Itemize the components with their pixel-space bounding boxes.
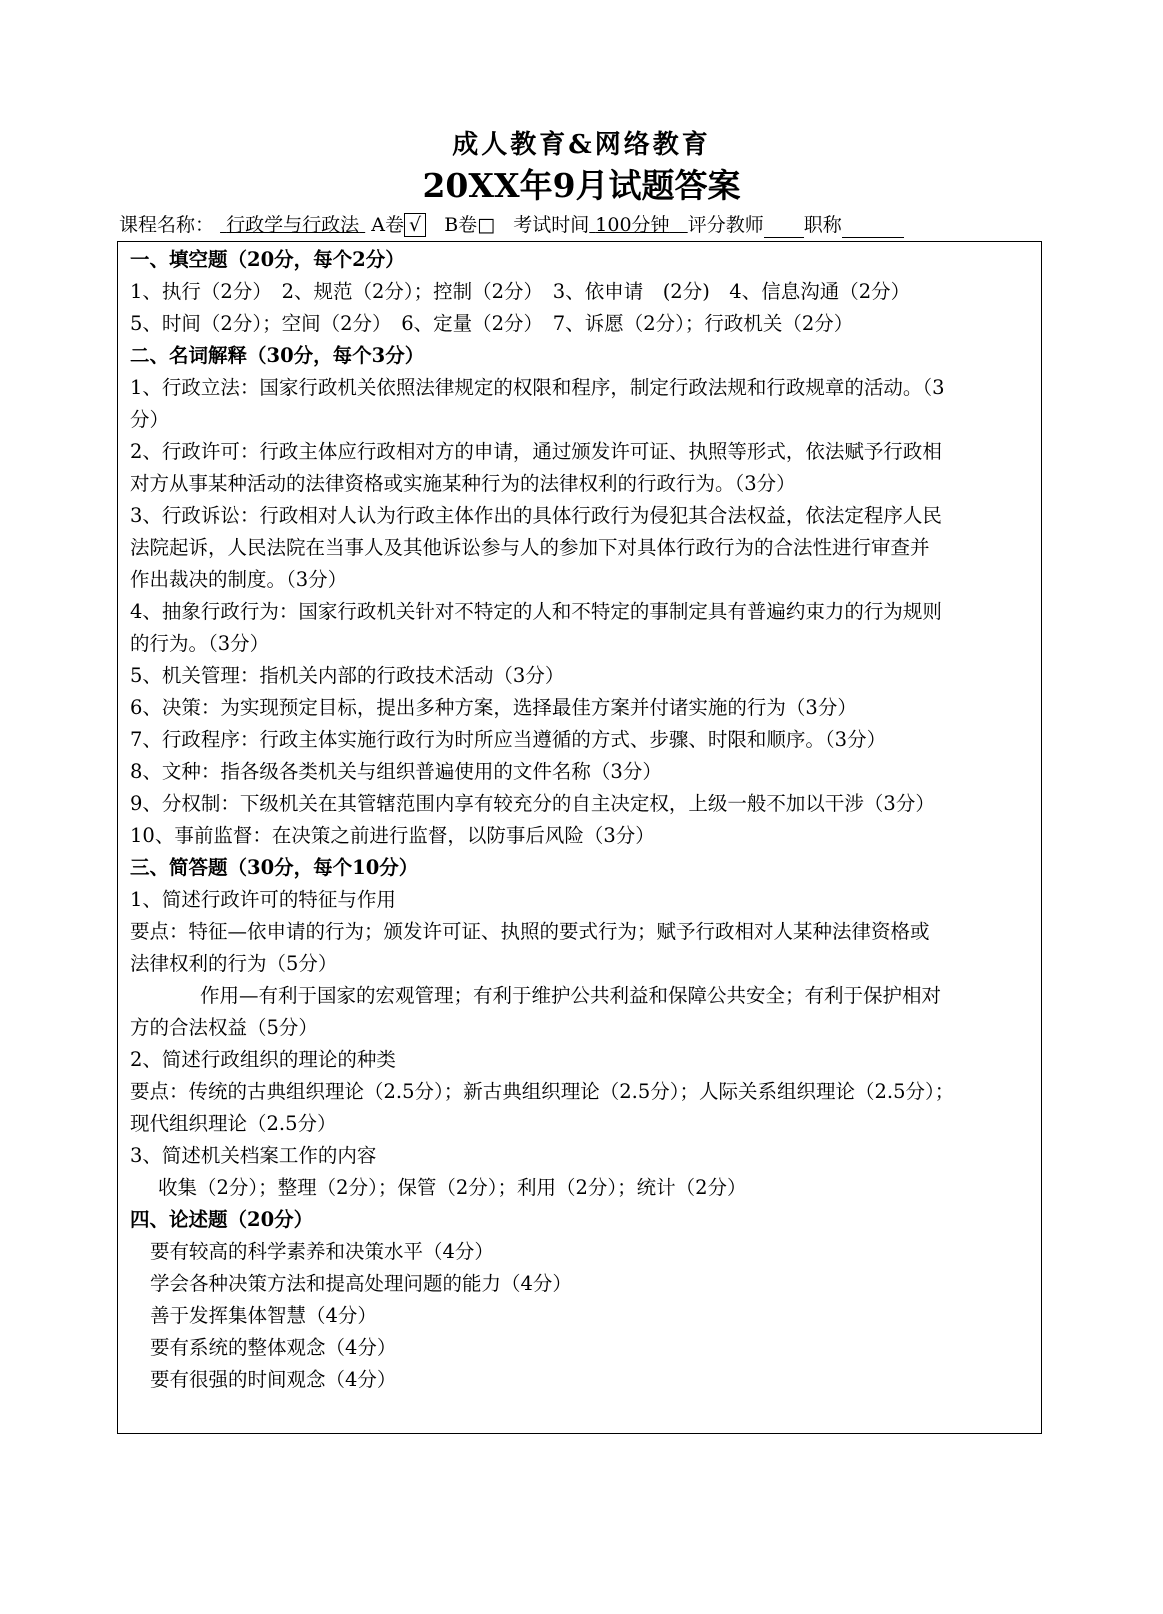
page-title: 20XX年9月试题答案 bbox=[422, 166, 741, 205]
answer-line: 6、决策：为实现预定目标，提出多种方案，选择最佳方案并付诸实施的行为（3分） bbox=[130, 696, 857, 719]
answer-line: 7、行政程序：行政主体实施行政行为时所应当遵循的方式、步骤、时限和顺序。（3分） bbox=[130, 728, 887, 751]
answer-line: 1、执行（2分） 2、规范（2分）；控制（2分） 3、依申请 (2分) 4、信息沟通（2分） bbox=[130, 280, 911, 303]
answer-line: 的行为。（3分） bbox=[130, 632, 270, 655]
rank-label: 职称 bbox=[803, 214, 842, 236]
answer-box bbox=[117, 241, 1042, 1434]
answer-line: 收集（2分）；整理（2分）；保管（2分）；利用（2分）；统计（2分） bbox=[158, 1176, 747, 1199]
question-title: 2、简述行政组织的理论的种类 bbox=[130, 1048, 396, 1071]
answer-line: 法律权利的行为（5分） bbox=[130, 952, 338, 975]
answer-line: 要点：特征—依申请的行为；颁发许可证、执照的要式行为；赋予行政相对人某种法律资格或 bbox=[130, 920, 930, 943]
course-name: 行政学与行政法 bbox=[226, 214, 360, 236]
answer-line: 3、行政诉讼：行政相对人认为行政主体作出的具体行政行为侵犯其合法权益，依法定程序人民 bbox=[130, 504, 942, 527]
answer-line: 要有很强的时间观念（4分） bbox=[150, 1368, 397, 1391]
paper-a-checkbox: √ bbox=[404, 213, 426, 237]
section-heading: 四、论述题（20分） bbox=[130, 1208, 314, 1231]
answer-line: 学会各种决策方法和提高处理问题的能力（4分） bbox=[150, 1272, 572, 1295]
section-heading: 一、填空题（20分，每个2分） bbox=[130, 248, 405, 271]
answer-line: 分） bbox=[130, 408, 170, 431]
answer-line: 要点：传统的古典组织理论（2.5分）；新古典组织理论（2.5分）；人际关系组织理论（2.5分）； bbox=[130, 1080, 955, 1103]
answer-line: 8、文种：指各级各类机关与组织普遍使用的文件名称（3分） bbox=[130, 760, 662, 783]
answer-line: 10、事前监督：在决策之前进行监督，以防事后风险（3分） bbox=[130, 824, 655, 847]
answer-line: 对方从事某种活动的法律资格或实施某种行为的法律权利的行政行为。（3分） bbox=[130, 472, 796, 495]
org-title: 成人教育&网络教育 bbox=[452, 130, 711, 160]
answer-line: 作出裁决的制度。（3分） bbox=[130, 568, 348, 591]
answer-line: 方的合法权益（5分） bbox=[130, 1016, 318, 1039]
grader-label: 评分教师 bbox=[687, 214, 764, 236]
question-title: 1、简述行政许可的特征与作用 bbox=[130, 888, 396, 911]
section-heading: 三、简答题（30分，每个10分） bbox=[130, 856, 419, 879]
exam-time-label: 考试时间 bbox=[513, 214, 590, 236]
answer-line: 要有较高的科学素养和决策水平（4分） bbox=[150, 1240, 494, 1263]
rank-blank bbox=[842, 219, 904, 238]
answer-line: 2、行政许可：行政主体应行政相对方的申请，通过颁发许可证、执照等形式，依法赋予行政相 bbox=[130, 440, 942, 463]
answer-line: 现代组织理论（2.5分） bbox=[130, 1112, 337, 1135]
grader-blank bbox=[764, 219, 804, 238]
answer-line: 1、行政立法：国家行政机关依照法律规定的权限和程序，制定行政法规和行政规章的活动。（3 bbox=[130, 376, 945, 399]
paper-b-label: B卷□ bbox=[444, 214, 496, 236]
answer-line: 4、抽象行政行为：国家行政机关针对不特定的人和不特定的事制定具有普遍约束力的行为规则 bbox=[130, 600, 942, 623]
answer-line: 5、时间（2分）；空间（2分） 6、定量（2分） 7、诉愿（2分）；行政机关（2分） bbox=[130, 312, 854, 335]
section-heading: 二、名词解释（30分，每个3分） bbox=[130, 344, 425, 367]
answer-line: 要有系统的整体观念（4分） bbox=[150, 1336, 397, 1359]
answer-line: 9、分权制：下级机关在其管辖范围内享有较充分的自主决定权，上级一般不加以干涉（3分） bbox=[130, 792, 935, 815]
answer-line: 善于发挥集体智慧（4分） bbox=[150, 1304, 377, 1327]
answer-line: 法院起诉，人民法院在当事人及其他诉讼参与人的参加下对具体行政行为的合法性进行审查并 bbox=[130, 536, 930, 559]
course-label: 课程名称： bbox=[119, 214, 215, 236]
answer-line: 5、机关管理：指机关内部的行政技术活动（3分） bbox=[130, 664, 565, 687]
answer-line: 作用—有利于国家的宏观管理；有利于维护公共利益和保障公共安全；有利于保护相对 bbox=[200, 984, 942, 1007]
exam-info-line bbox=[119, 212, 1059, 238]
question-title: 3、简述机关档案工作的内容 bbox=[130, 1144, 377, 1167]
exam-time-value: 100分钟 bbox=[595, 214, 670, 236]
paper-a-label: A卷 bbox=[371, 214, 404, 236]
